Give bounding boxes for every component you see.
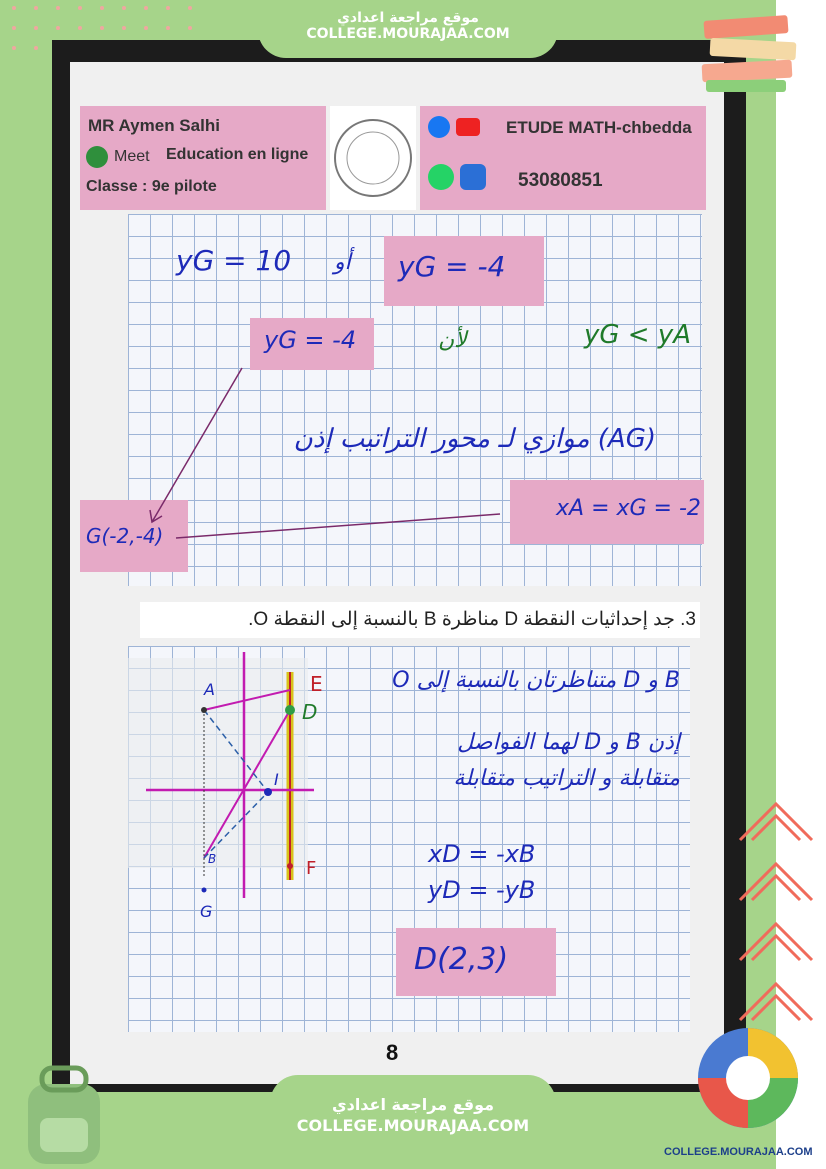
note-ordinates: متقابلة و التراتيب متقابلة — [453, 766, 680, 791]
youtube-icon[interactable] — [456, 118, 480, 136]
teacher-info-panel — [80, 106, 326, 210]
phone-number: 53080851 — [518, 170, 603, 191]
meet-text: Education en ligne — [166, 146, 309, 163]
question-text: 3. جد إحداثيات النقطة D مناظرة B بالنسبة إلى النقطة O. — [248, 609, 696, 630]
annotation-arrows — [140, 360, 520, 550]
page-number: 8 — [386, 1040, 399, 1065]
note-xa-xg: xA = xG = -2 — [556, 496, 701, 521]
note-or: أو — [334, 250, 351, 275]
label-a: A — [204, 680, 215, 699]
answer-d: D(2,3) — [414, 942, 509, 977]
footer-arabic-name: موقع مراجعة اعدادي — [331, 1095, 495, 1114]
label-e: E — [310, 672, 323, 696]
question-strip — [140, 602, 700, 638]
label-f: F — [306, 858, 317, 879]
site-arabic-name: موقع مراجعة اعدادي — [337, 10, 479, 26]
footer-domain: COLLEGE.MOURAJAA.COM — [296, 1116, 530, 1135]
top-site-banner[interactable] — [258, 0, 558, 58]
backpack-icon — [14, 1060, 114, 1168]
teacher-name: MR Aymen Salhi — [88, 116, 220, 135]
meet-icon — [86, 146, 108, 168]
highlight-box-xa — [510, 480, 704, 544]
label-g: G — [200, 902, 213, 921]
classe-label: Classe : 9e pilote — [86, 178, 217, 195]
note-yg-minus4-b: yG = -4 — [264, 326, 357, 354]
note-abscissas: إذن B و D لهما الفواصل — [457, 730, 680, 755]
note-because: لأن — [438, 328, 467, 353]
school-seal-logo — [330, 106, 416, 210]
page-name: ETUDE MATH-chbedda — [506, 118, 692, 137]
phone-icon[interactable] — [460, 164, 486, 190]
note-yg-lt-ya: yG < yA — [584, 320, 692, 350]
corner-logo-text: COLLEGE.MOURAJAA.COM — [664, 1146, 813, 1158]
site-domain: COLLEGE.MOURAJAA.COM — [306, 26, 510, 42]
note-parallel: (AG) موازي لـ محور التراتيب إذن — [293, 424, 656, 454]
note-symmetric: B و D متناظرتان بالنسبة إلى O — [392, 668, 680, 693]
meet-label: Meet — [114, 148, 150, 165]
bottom-site-banner[interactable] — [270, 1075, 556, 1169]
note-yg-minus4-a: yG = -4 — [398, 250, 506, 283]
note-yg-10: yG = 10 — [176, 244, 292, 277]
note-yd: yD = -yB — [428, 876, 536, 904]
label-d: D — [302, 700, 318, 724]
coordinate-figure — [128, 646, 328, 926]
label-i: I — [274, 770, 279, 789]
site-circle-logo — [694, 1024, 802, 1136]
chevron-decoration — [730, 790, 826, 1040]
note-g-point: G(-2,-4) — [86, 524, 164, 548]
note-xd: xD = -xB — [428, 840, 536, 868]
highlight-box-yg — [384, 236, 544, 306]
contact-panel — [420, 106, 706, 210]
answer-box — [396, 928, 556, 996]
books-icon — [696, 10, 806, 98]
whatsapp-icon[interactable] — [428, 164, 454, 190]
facebook-icon[interactable] — [428, 116, 450, 138]
label-b: B — [208, 852, 217, 866]
